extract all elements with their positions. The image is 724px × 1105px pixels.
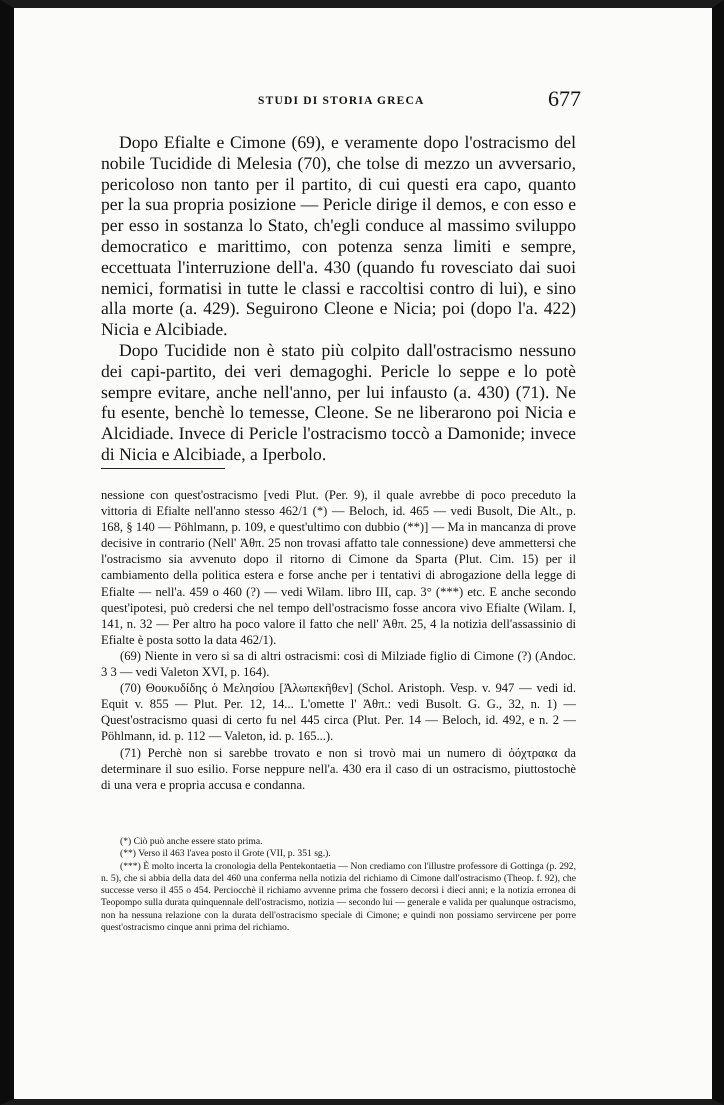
main-text xyxy=(101,132,576,465)
body-paragraph-2: Dopo Tucidide non è stato più colpito dall'ostracismo nessuno dei capi-partito, dei veri demagoghi. Pericle lo seppe e lo potè sempre evitare, anche nell'anno, per lui infausto (a. 430) (71). Ne fu esente, benchè lo temesse, Cleone. Se ne liberarono poi Nicia e Alcidiade. Invece di Pericle l'ostracismo toccò a Damonide; invece di Nicia e Alcibiade, a Iperbolo. xyxy=(101,339,576,464)
subnote-1: (*) Ciò può anche essere stato prima. xyxy=(120,836,263,847)
footnote-69: (69) Niente in vero si sa di altri ostracismi: così di Milziade figlio di Cimone (?) (Andoc. 3 3 — vedi Valeton XVI, p. 164). xyxy=(101,648,576,680)
body-paragraph-1: Dopo Efialte e Cimone (69), e veramente dopo l'ostracismo del nobile Tucidide di Melesia (70), che tolse di mezzo un avversario, pericoloso non tanto per il partito, di cui questi era capo, quanto per la sua propria posizione — Pericle dirige il demos, e con esso e per esso in sostanza lo Stato, ch'egli conduce al massimo sviluppo democratico e marittimo, con potenza senza limiti e sempre, eccettuata l'interruzione dell'a. 430 (quando fu rovesciato dai suoi nemici, formatisi in tutte le classi e raccoltisi contro di lui), e sino alla morte (a. 429). Seguirono Cleone e Nicia; poi (dopo l'a. 422) Nicia e Alcibiade. xyxy=(101,132,576,340)
subnote-3: (***) È molto incerta la cronologia della Pentekontaetia — Non crediamo con l'illustre professore di Gottinga (p. 292, n. 5), che si abbia della data del 460 una conferma nella notizia del richiamo di Cimone dall'ostracismo (Theop. f. 92), che successe verso il 455 o 454. Perciocchè il richiamo avvenne prima che fossero decorsi i dieci anni; e la notizia erronea di Teopompo sulla durata quinquennale dell'ostracismo, notizia — secondo lui — generale e valida per qualunque ostracismo, non ha nessuna relazione con la durata dell'ostracismo speciale di Cimone; e quindi non possiamo servircene per porre quest'ostracismo cinque anni prima del richiamo. xyxy=(101,860,576,934)
footnote-71: (71) Perchè non si sarebbe trovato e non si trovò mai un numero di ὀόχτρακα da determinare il suo esilio. Forse neppure nell'a. 430 era il caso di un ostracismo, piuttostochè di una vera e propria accusa e condanna. xyxy=(101,745,576,792)
footnote-continuation: nessione con quest'ostracismo [vedi Plut. (Per. 9), il quale avrebbe di poco preceduto la vittoria di Efialte nell'anno stesso 462/1 (*) — Beloch, id. 465 — vedi Busolt, Die Alt., p. 168, § 140 — Pöhlmann, p. 109, e quest'ultimo con dubbio (**)] — Ma in mancanza di prove decisive in contrario (Nell' Ἀθπ. 25 non trovasi affatto tale connessione) deve ammettersi che l'ostracismo sia avvenuto dopo il ritorno di Cimone da Sparta (Plut. Cim. 15) per il cambiamento della politica estera e forse anche per i tentativi di abrogazione della legge di Efialte — nell'a. 459 o 460 (?) — vedi Wilam. libro III, cap. 3° (***) etc. E anche secondo quest'ipotesi, può credersi che nel tempo dell'ostracismo fosse ancora vivo Efialte (Wilam. I, 141, n. 32 — Per altro ha poco valore il fatto che nell' Ἀθπ. 25, 4 la notizia dell'assassinio di Efialte è posta sotto la data 462/1). xyxy=(101,488,576,647)
footnote-rule xyxy=(101,468,225,469)
running-head: STUDI DI STORIA GRECA xyxy=(258,95,425,107)
footnote-70: (70) Θουκυδίδης ὁ Μελησίου [Ἀλωπεκῆθεν] (Schol. Aristoph. Vesp. v. 947 — vedi id. Equit v. 855 — Plut. Per. 12, 14... L'omette l' Ἀθπ.: vedi Busolt. G. G., 32, n. 1) — Quest'ostracismo quasi di certo fu nel 445 circa (Plut. Per. 14 — Beloch, id. 492, e n. 2 — Pöhlmann, id. p. 112 — Valeton, id. p. 165...). xyxy=(101,681,576,744)
subnote-2: (**) Verso il 463 l'avea posto il Grote (VII, p. 351 sg.). xyxy=(120,848,331,860)
sub-footnotes xyxy=(101,836,576,934)
page-number: 677 xyxy=(548,86,581,111)
footnotes xyxy=(101,487,576,793)
